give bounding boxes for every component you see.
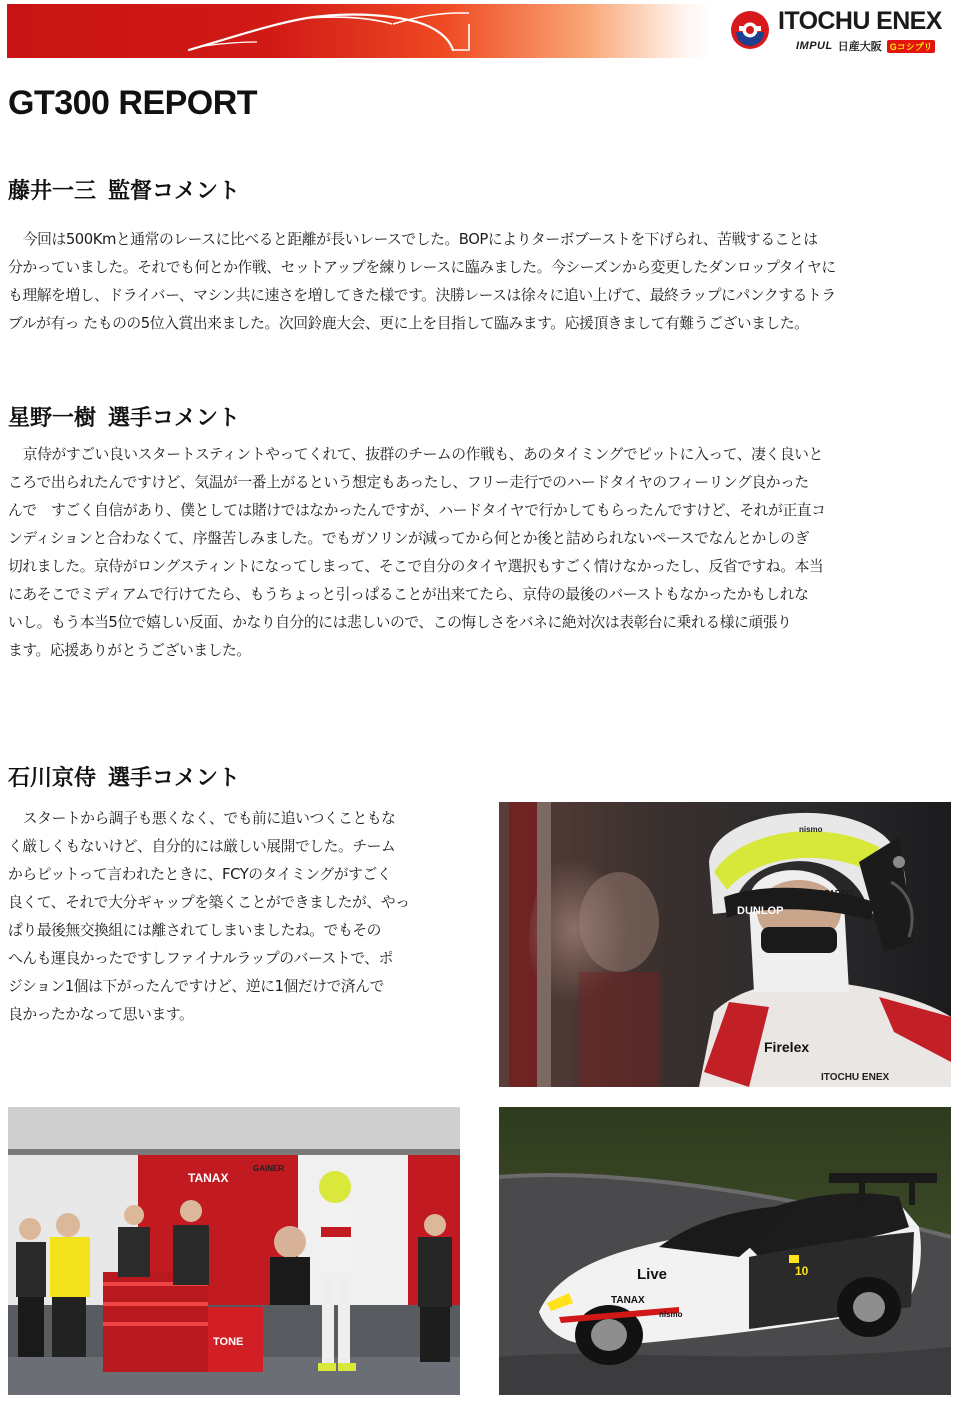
car-livery-main: Live (637, 1266, 668, 1283)
comment-ishikawa: スタートから調子も悪くなく、でも前に追いつくこともな く厳しくもないけど、自分的には厳しい展開でした。チーム からピットって言われたときに、FCYのタイミングがすごく 良くて、それで大分ギャップを築くことができましたが、やっ ぱり最後無交換組には離されてしまいましたね。でもその へんも運良かったですしファイナルラップのバーストで、ポ ジション1個は下がったんですけど、逆に1個だけで済んで 良かったかなって思います。 (8, 810, 410, 1023)
garage-sign-right: GAINER (253, 1164, 285, 1173)
itochu-enex-mark-icon (730, 10, 770, 50)
race-car-photo (499, 1107, 951, 1395)
comment-hoshino: 京侍がすごい良いスタートスティントやってくれて、抜群のチームの作戦も、あのタイミングでピットに入って、凄く良いと ころで出られたんですけど、気温が一番上がるという想定もあったし、フリー走行でのハードタイヤのフィーリング良かった んで すごく自信があり、僕としては賭けではなかったんですが、ハードタイヤで行かしてもらったんですけど、それが正直コ ンディションと合わなくて、序盤苦しみました。でもガソリンが減ってから何とか後と詰められないペースでなんとかしのぎ 切れました。京侍がロングスティントになってしまって、そこで自分のタイヤ選択もすごく情けなかったし、反省ですね。本当 にあそこでミディアムで行けてたら、もうちょっと引っぱることが出来てたら、京侍の最後のバーストもなかったかもしれな いし。もう本当5位で嬉しい反面、かなり自分的には悲しいので、この悔しさをバネに絶対次は表彰台に乗れる様に頑張り ます。応援ありがとうございました。 (8, 446, 826, 659)
car-brand: nismo (659, 1310, 683, 1319)
garage-cabinet-text: TONE (213, 1336, 244, 1348)
hans-brand-text: nismo (799, 825, 823, 834)
garage-sign-left: TANAX (188, 1171, 229, 1185)
section-name: 藤井一三 (8, 179, 97, 204)
page-title: GT300 REPORT (8, 84, 258, 122)
suit-sponsor-text: Firelex (764, 1039, 810, 1055)
logo-badge-tail: コシプリ (896, 41, 933, 52)
logo-badge (887, 40, 936, 53)
car-number: 10 (795, 1264, 809, 1278)
helmet-brand-text: SPARCO (819, 889, 853, 898)
section-role: 選手コメント (108, 406, 241, 431)
logo-badge-letter: G (889, 41, 897, 52)
section-heading-hoshino (8, 401, 240, 432)
logo-impul: IMPUL (796, 40, 833, 52)
section-role: 監督コメント (108, 179, 241, 204)
section-heading-ishikawa (8, 761, 240, 792)
section-heading-fujii (8, 174, 240, 205)
garage-team-photo (8, 1107, 460, 1395)
logo-subline (796, 38, 935, 54)
car-outline-graphic (7, 4, 712, 58)
comment-fujii: 今回は500Kmと通常のレースに比べると距離が長いレースでした。BOPによりターボブーストを下げられ、苦戦することは 分かっていました。それでも何とか作戦、セットアップを練りレースに臨みました。今シーズンから変更したダンロップタイヤに も理解を増し、ドライバー、マシン共に速さを増してきた様です。決勝レースは徐々に追い上げて、最終ラップにパンクするトラ ブルが有っ たものの5位入賞出来ました。次回鈴鹿大会、更に上を目指して臨みます。応援頂きまして有難うございました。 (8, 231, 836, 332)
header-banner (7, 4, 712, 58)
logo-title: ITOCHU ENEX (778, 7, 942, 35)
section-role: 選手コメント (108, 766, 241, 791)
itochu-enex-logo (730, 7, 950, 57)
car-livery-sub: TANAX (611, 1295, 645, 1306)
suit-sponsor2-text: ITOCHU ENEX (821, 1072, 890, 1083)
logo-dealer: 日産大阪 (837, 41, 882, 53)
driver-portrait-photo (499, 802, 951, 1087)
helmet-sponsor-text: DUNLOP (737, 905, 784, 917)
section-name: 石川京侍 (8, 766, 97, 791)
section-name: 星野一樹 (8, 406, 97, 431)
